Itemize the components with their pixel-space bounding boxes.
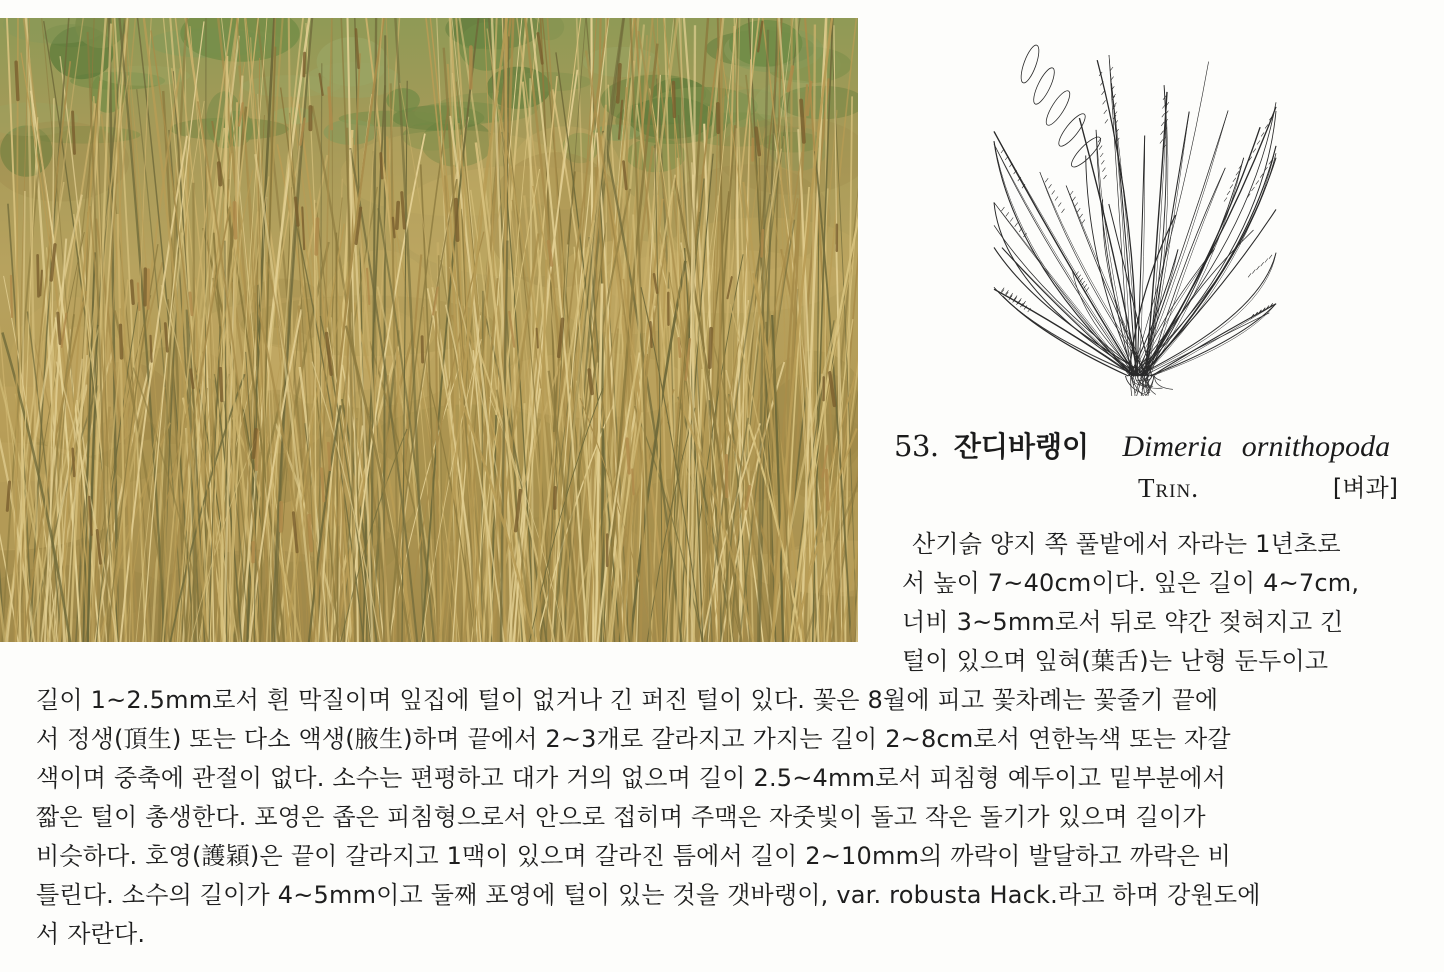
species-author-line (1138, 470, 1398, 506)
description-line: 짧은 털이 총생한다. 포영은 좁은 피침형으로서 안으로 접히며 주맥은 자줏빛이 돌고 작은 돌기가 있으며 길이가 (36, 803, 1206, 831)
species-author: Trin. (1138, 473, 1199, 503)
species-scientific-name: Dimeria ornithopoda (1122, 430, 1391, 463)
grass-photo-canvas (0, 18, 858, 642)
description-line: 너비 3~5mm로서 뒤로 약간 젖혀지고 긴 (902, 608, 1344, 636)
species-heading (894, 428, 1394, 465)
grass-photo (0, 18, 858, 642)
description-line: 털이 있으며 잎혀(葉舌)는 난형 둔두이고 (902, 647, 1329, 675)
description-line: 길이 1~2.5mm로서 흰 막질이며 잎집에 털이 없거나 긴 퍼진 털이 있다. 꽃은 8월에 피고 꽃차례는 꽃줄기 끝에 (36, 686, 1219, 714)
plant-line-drawing-canvas (990, 24, 1280, 396)
description-line: 틀린다. 소수의 길이가 4~5mm이고 둘째 포영에 털이 있는 것을 갯바랭이, var. robusta Hack.라고 하며 강원도에 (36, 881, 1261, 909)
plant-line-drawing (990, 24, 1280, 396)
description-line: 서 정생(頂生) 또는 다소 액생(腋生)하며 끝에서 2~3개로 갈라지고 가지는 길이 2~8cm로서 연한녹색 또는 자갈 (36, 725, 1231, 753)
species-number: 53. (894, 429, 939, 463)
description-line: 색이며 중축에 관절이 없다. 소수는 편평하고 대가 거의 없으며 길이 2.5~4mm로서 피침형 예두이고 밑부분에서 (36, 764, 1227, 792)
description-line: 산기슭 양지 쪽 풀밭에서 자라는 1년초로 (912, 530, 1341, 558)
description-line: 서 높이 7~40cm이다. 잎은 길이 4~7cm, (902, 569, 1360, 597)
species-korean-name: 잔디바랭이 (953, 430, 1090, 463)
description-line: 서 자란다. (36, 920, 146, 948)
description-line: 비슷하다. 호영(護穎)은 끝이 갈라지고 1맥이 있으며 갈라진 틈에서 길이 2~10mm의 까락이 발달하고 까락은 비 (36, 842, 1232, 870)
species-family: [벼과] (1332, 474, 1398, 502)
